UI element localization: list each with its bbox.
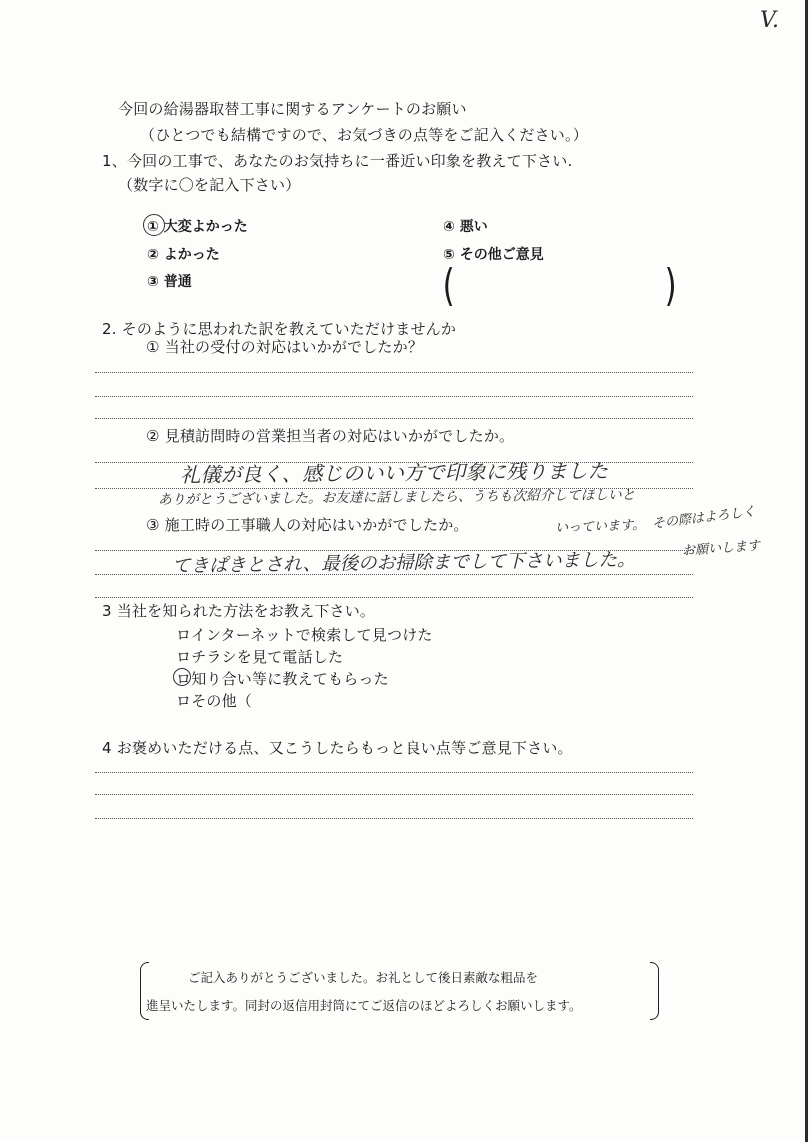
q2-sub2-handwritten-answer-1: 礼儀が良く、感じのいい方で印象に残りました [179, 458, 609, 487]
q1-other-paren-close: ) [664, 260, 677, 311]
q1-option-4[interactable] [443, 216, 488, 236]
q2-sub3: ③ 施工時の工事職人の対応はいかがでしたか。 [146, 516, 469, 534]
q2-sub2-handwritten-answer-3: いっています。 [554, 517, 646, 536]
q1-question: 1、今回の工事で、あなたのお気持ちに一番近い印象を教えて下さい. [102, 152, 573, 170]
q2-sub1-line-3 [95, 418, 693, 419]
q2-sub3-handwritten-answer: てきぱきとされ、最後のお掃除までして下さいました。 [171, 549, 636, 577]
q1-option-1-label: 大変よかった [163, 219, 248, 235]
q1-other-paren-open: ( [442, 260, 455, 311]
q3-option-other[interactable]: ロその他（ [176, 692, 253, 710]
q1-option-1-mark: ① [147, 219, 159, 235]
q2-sub1: ① 当社の受付の対応はいかがでしたか？ [146, 338, 424, 356]
q1-option-2[interactable] [147, 244, 220, 264]
footer-line-2: 進呈いたします。同封の返信用封筒にてご返信のほどよろしくお願いします。 [146, 998, 582, 1013]
survey-subtitle: （ひとつでも結構ですので、お気づきの点等をご記入ください。） [140, 126, 588, 144]
q4-line-3 [95, 818, 693, 819]
q3-acquaintance-hand-check [173, 668, 191, 686]
footer-line-1: ご記入ありがとうございました。お礼として後日素敵な粗品を [188, 970, 539, 985]
q2-question: 2. そのように思われた訳を教えていただけませんか [102, 320, 457, 338]
q1-option-5[interactable] [443, 244, 544, 264]
q3-question: 3 当社を知られた方法をお教え下さい。 [102, 602, 376, 620]
q4-question: 4 お褒めいただける点、又こうしたらもっと良い点等ご意見下さい。 [102, 739, 573, 757]
q1-option-1-hand-circle [143, 214, 165, 236]
q3-option-internet[interactable]: ロインターネットで検索して見つけた [176, 626, 433, 644]
q1-option-3-mark: ③ [147, 274, 159, 290]
footer-bracket-right [650, 962, 659, 1020]
corner-check-mark: V. [760, 8, 780, 33]
q2-sub2: ② 見積訪問時の営業担当者の対応はいかがでしたか。 [146, 427, 515, 445]
q1-option-5-label: その他ご意見 [459, 247, 544, 263]
q3-option-acquaintance[interactable]: ロ知り合い等に教えてもらった [176, 670, 389, 688]
q4-line-1 [95, 772, 693, 773]
q1-option-2-mark: ② [147, 247, 159, 263]
q2-sub2-handwritten-side-a: その際はよろしく [651, 504, 757, 532]
q1-option-3-label: 普通 [163, 274, 192, 290]
q2-sub3-line-3 [95, 597, 693, 598]
q4-line-2 [95, 794, 693, 795]
q1-option-3[interactable] [147, 271, 192, 291]
q2-sub2-handwritten-side-b: お願いします [681, 538, 761, 559]
q1-note: （数字に〇を記入下さい） [118, 176, 301, 194]
q2-sub1-line-1 [95, 372, 693, 373]
q1-option-2-label: よかった [163, 247, 220, 263]
q3-option-flyer[interactable]: ロチラシを見て電話した [176, 648, 344, 666]
page-edge-line [805, 0, 808, 1142]
q1-option-5-mark: ⑤ [443, 247, 455, 263]
q1-option-4-label: 悪い [459, 219, 488, 235]
q1-option-4-mark: ④ [443, 219, 455, 235]
q2-sub1-line-2 [95, 396, 693, 397]
q2-sub2-handwritten-answer-2: ありがとうございました。お友達に話しましたら、うちも次紹介してほしいと [157, 487, 636, 508]
survey-title: 今回の給湯器取替工事に関するアンケートのお願い [118, 100, 467, 118]
